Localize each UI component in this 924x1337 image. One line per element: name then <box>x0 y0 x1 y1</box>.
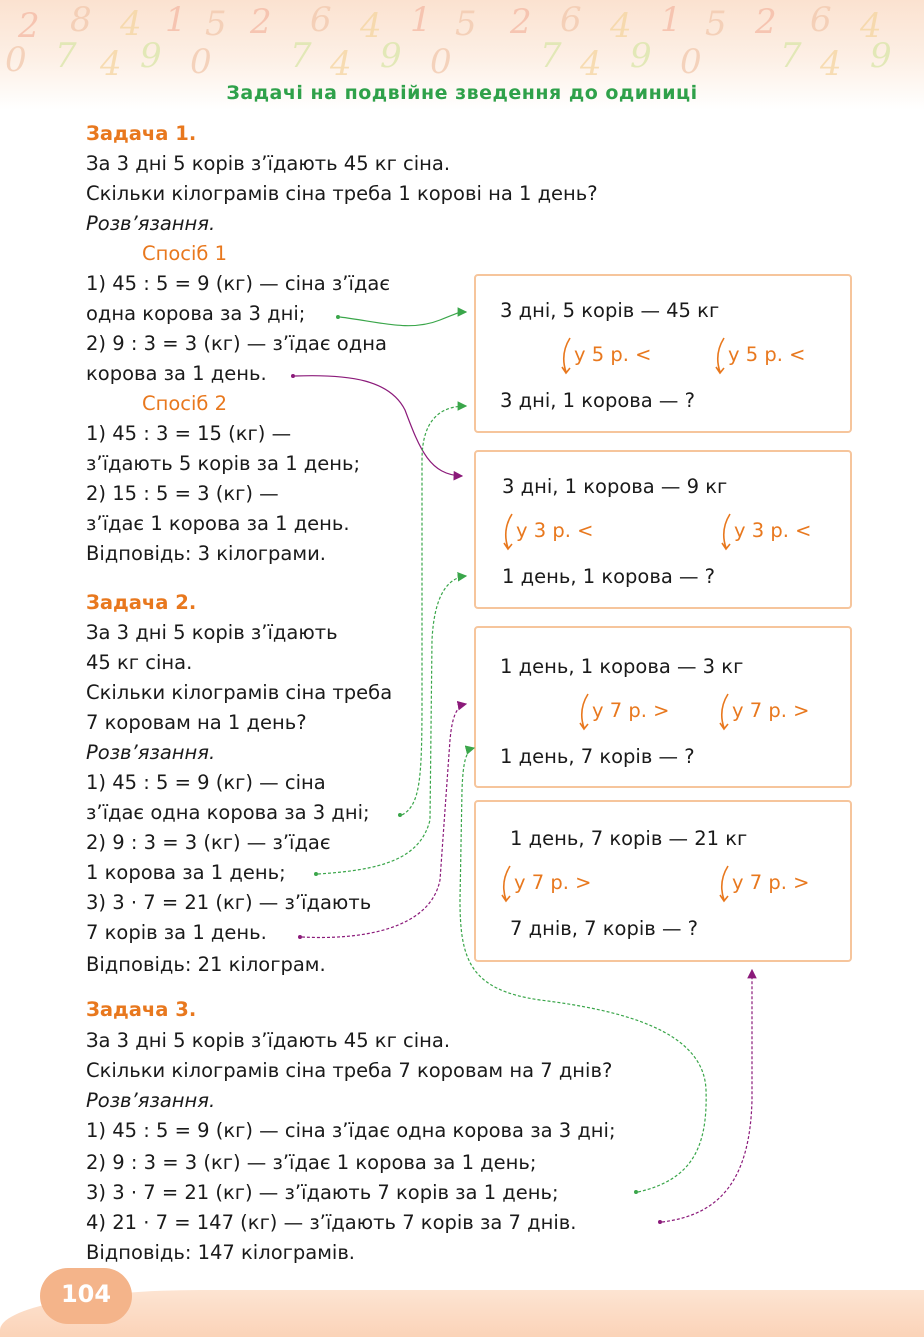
method-1-step: корова за 1 день. <box>86 362 267 385</box>
problem-3-heading: Задача 3. <box>86 998 197 1021</box>
problem-2-text: 7 коровам на 1 день? <box>86 711 307 734</box>
box-arrow-label: у 5 р. < <box>728 343 806 366</box>
box-arrow-label: у 3 р. < <box>734 519 812 542</box>
box-arrow-label: у 7 р. > <box>592 699 670 722</box>
box-bottom-line: 1 день, 1 корова — ? <box>502 565 716 588</box>
connector-purple-2 <box>298 704 466 939</box>
problem-2-step: 1) 45 : 5 = 9 (кг) — сіна <box>86 771 326 794</box>
box-arrow-label: у 7 р. > <box>732 871 810 894</box>
box-arrow-label: у 5 р. < <box>574 343 652 366</box>
connector-green-4 <box>460 748 706 1194</box>
connector-green-1 <box>336 311 466 325</box>
box-top-line: 3 дні, 5 корів — 45 кг <box>500 299 720 322</box>
problem-3-text: Скільки кілограмів сіна треба 7 коровам на 7 днів? <box>86 1059 613 1082</box>
method-1-label: Спосіб 1 <box>142 242 228 265</box>
problem-3-step: 4) 21 · 7 = 147 (кг) — з’їдають 7 корів за 7 днів. <box>86 1211 577 1234</box>
box-bottom-line: 3 дні, 1 корова — ? <box>500 389 695 412</box>
problem-3-answer: Відповідь: 147 кілограмів. <box>86 1241 356 1264</box>
problem-2-heading: Задача 2. <box>86 591 197 614</box>
problem-2-step: 2) 9 : 3 = 3 (кг) — з’їдає <box>86 831 331 854</box>
problem-1-heading: Задача 1. <box>86 122 197 145</box>
footer-band <box>0 1290 924 1337</box>
problem-2-step: 1 корова за 1 день; <box>86 861 286 884</box>
problem-2-text: 45 кг сіна. <box>86 651 193 674</box>
connector-purple-1 <box>291 374 462 476</box>
problem-3-step: 3) 3 · 7 = 21 (кг) — з’їдають 7 корів за 1 день; <box>86 1181 559 1204</box>
box-arrow-label: у 7 р. > <box>514 871 592 894</box>
box-top-line: 1 день, 1 корова — 3 кг <box>500 655 744 678</box>
connector-purple-3 <box>658 970 752 1224</box>
problem-1-answer: Відповідь: 3 кілограми. <box>86 542 326 565</box>
method-1-step: 1) 45 : 5 = 9 (кг) — сіна з’їдає <box>86 272 391 295</box>
method-2-label: Спосіб 2 <box>142 392 228 415</box>
box-top-line: 1 день, 7 корів — 21 кг <box>510 827 748 850</box>
method-2-step: з’їдають 5 корів за 1 день; <box>86 452 361 475</box>
problem-2-step: 7 корів за 1 день. <box>86 921 267 944</box>
problem-2-text: Скільки кілограмів сіна треба <box>86 681 393 704</box>
problem-2-step: 3) 3 · 7 = 21 (кг) — з’їдають <box>86 891 372 914</box>
method-2-step: з’їдає 1 корова за 1 день. <box>86 512 350 535</box>
method-1-step: одна корова за 3 дні; <box>86 302 306 325</box>
connector-green-2 <box>398 406 466 817</box>
box-bottom-line: 7 днів, 7 корів — ? <box>510 917 698 940</box>
problem-2-solution-label: Розв’язання. <box>86 741 216 764</box>
problem-3-step: 2) 9 : 3 = 3 (кг) — з’їдає 1 корова за 1 день; <box>86 1151 537 1174</box>
page-number: 104 <box>60 1280 112 1308</box>
problem-3-text: За 3 дні 5 корів з’їдають 45 кг сіна. <box>86 1029 451 1052</box>
problem-3-solution-label: Розв’язання. <box>86 1089 216 1112</box>
problem-1-solution-label: Розв’язання. <box>86 212 216 235</box>
method-2-step: 2) 15 : 5 = 3 (кг) — <box>86 482 279 505</box>
box-arrow-label: у 7 р. > <box>732 699 810 722</box>
problem-1-text: Скільки кілограмів сіна треба 1 корові на 1 день? <box>86 182 598 205</box>
box-bottom-line: 1 день, 7 корів — ? <box>500 745 695 768</box>
method-2-step: 1) 45 : 3 = 15 (кг) — <box>86 422 292 445</box>
problem-1-text: За 3 дні 5 корів з’їдають 45 кг сіна. <box>86 152 451 175</box>
box-arrow-label: у 3 р. < <box>516 519 594 542</box>
problem-3-step: 1) 45 : 5 = 9 (кг) — сіна з’їдає одна корова за 3 дні; <box>86 1119 616 1142</box>
problem-2-answer: Відповідь: 21 кілограм. <box>86 953 326 976</box>
method-1-step: 2) 9 : 3 = 3 (кг) — з’їдає одна <box>86 332 387 355</box>
problem-2-text: За 3 дні 5 корів з’їдають <box>86 621 338 644</box>
page-title: Задачі на подвійне зведення до одиниці <box>226 82 698 104</box>
problem-2-step: з’їдає одна корова за 3 дні; <box>86 801 370 824</box>
box-top-line: 3 дні, 1 корова — 9 кг <box>502 475 728 498</box>
